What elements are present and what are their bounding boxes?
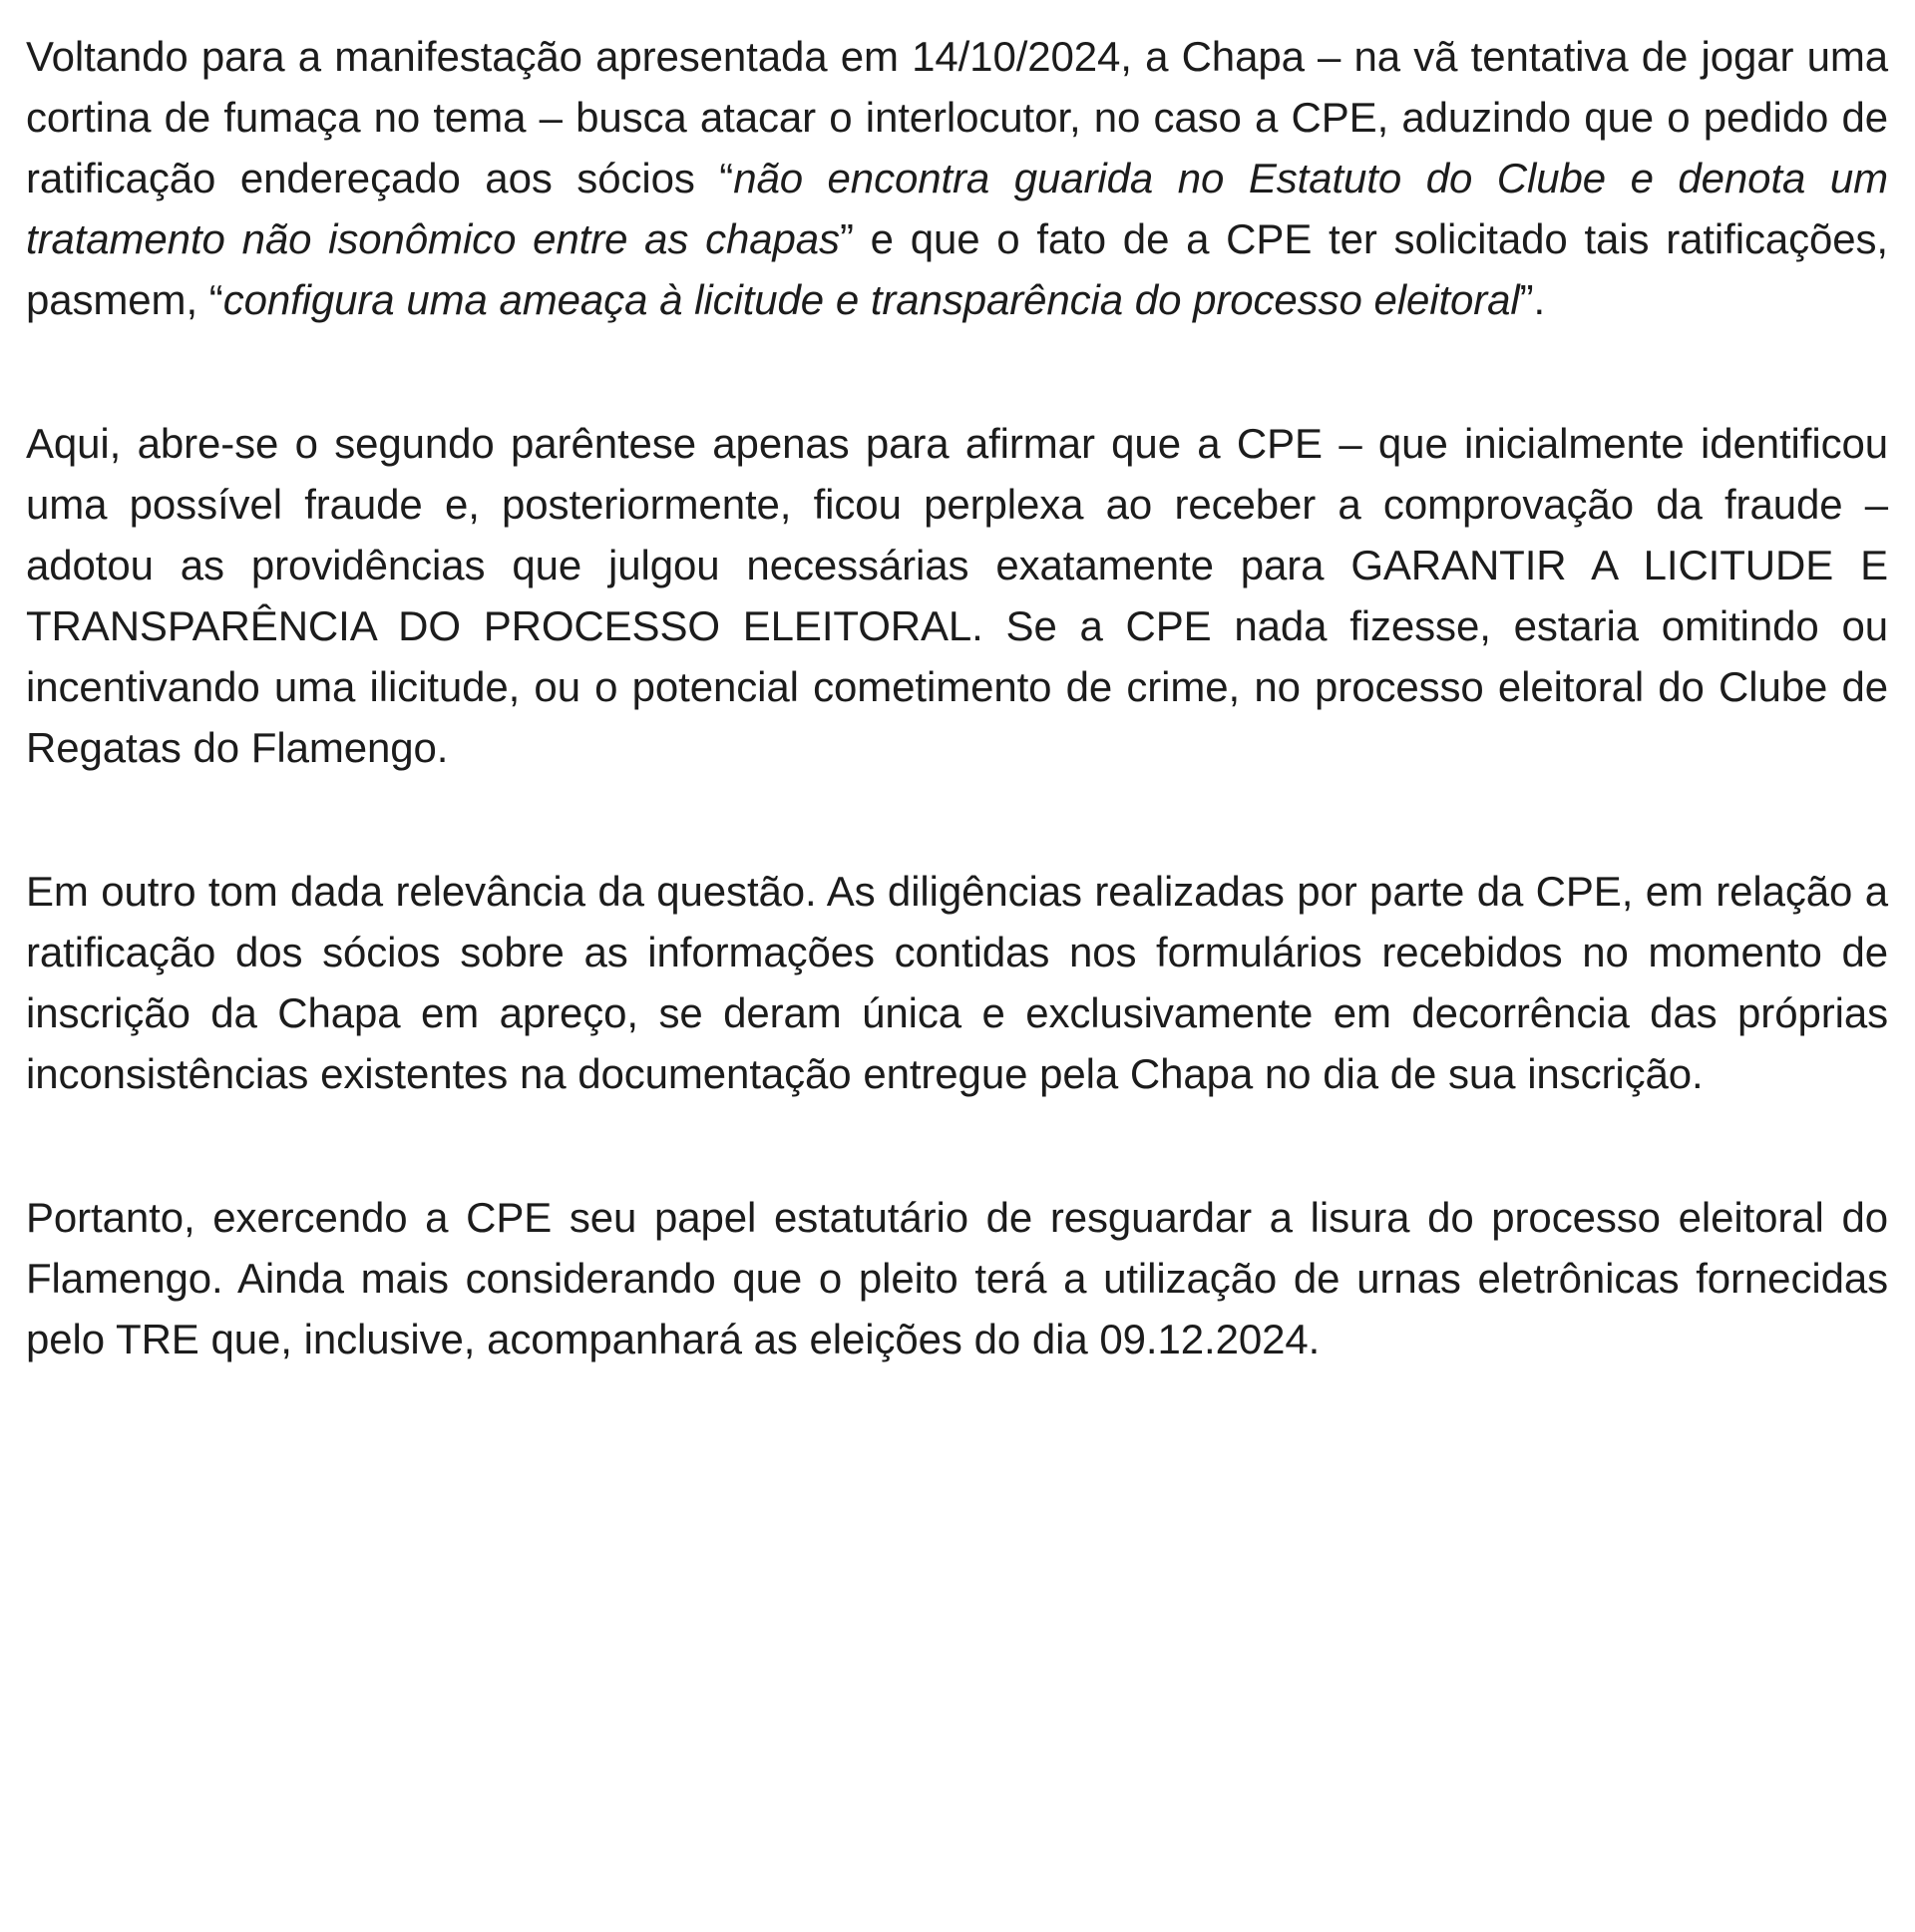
paragraph-3 — [26, 861, 1888, 1104]
paragraph-1-run-3: ” e que o fato de a CPE ter solicitado tais ratificações, pasmem, “ — [26, 215, 1889, 323]
paragraph-1 — [26, 26, 1888, 330]
paragraph-2-run-3: . Se a CPE nada fizesse, estaria omitindo ou incentivando uma ilicitude, ou o potencial cometimento de crime, no processo eleitoral do Clube de Regatas do Flamengo. — [26, 602, 1888, 771]
paragraph-1-quote-2-italic: configura uma ameaça à licitude e transparência do processo eleitoral — [222, 276, 1520, 323]
paragraph-1-run-5: ”. — [1519, 276, 1546, 323]
paragraph-1-quote-1-italic: não encontra guarida no Estatuto do Clube e denota um tratamento não isonômico entre as chapas — [26, 155, 1888, 262]
paragraph-3-run-1: Em outro tom dada relevância da questão. As diligências realizadas por parte da CPE, em relação a ratificação dos sócios sobre as informações contidas nos formulários recebidos no momento de inscrição da Chapa em apreço, se deram única e exclusivamente em decorrência das próprias inconsistências existentes na documentação entregue pela Chapa no dia de sua inscrição. — [26, 868, 1888, 1097]
paragraph-4 — [26, 1187, 1888, 1369]
paragraph-2-emphasis-uppercase: GARANTIR A LICITUDE E TRANSPARÊNCIA DO PROCESSO ELEITORAL — [26, 542, 1889, 649]
paragraph-4-run-1: Portanto, exercendo a CPE seu papel estatutário de resguardar a lisura do processo eleitoral do Flamengo. Ainda mais considerando que o pleito terá a utilização de urnas eletrônicas fornecidas pelo TRE que, inclusive, acompanhará as eleições do dia 09.12.2024. — [26, 1194, 1888, 1362]
paragraph-2 — [26, 413, 1888, 778]
paragraph-2-run-1: Aqui, abre-se o segundo parêntese apenas para afirmar que a CPE – que inicialmente identificou uma possível fraude e, posteriormente, ficou perplexa ao receber a comprovação da fraude – adotou as providências que julgou necessárias exatamente para — [26, 420, 1888, 588]
paragraph-1-run-1: Voltando para a manifestação apresentada em 14/10/2024, a Chapa – na vã tentativa de jogar uma cortina de fumaça no tema – busca atacar o interlocutor, no caso a CPE, aduzindo que o pedido de ratificação endereçado aos sócios “ — [26, 33, 1888, 201]
